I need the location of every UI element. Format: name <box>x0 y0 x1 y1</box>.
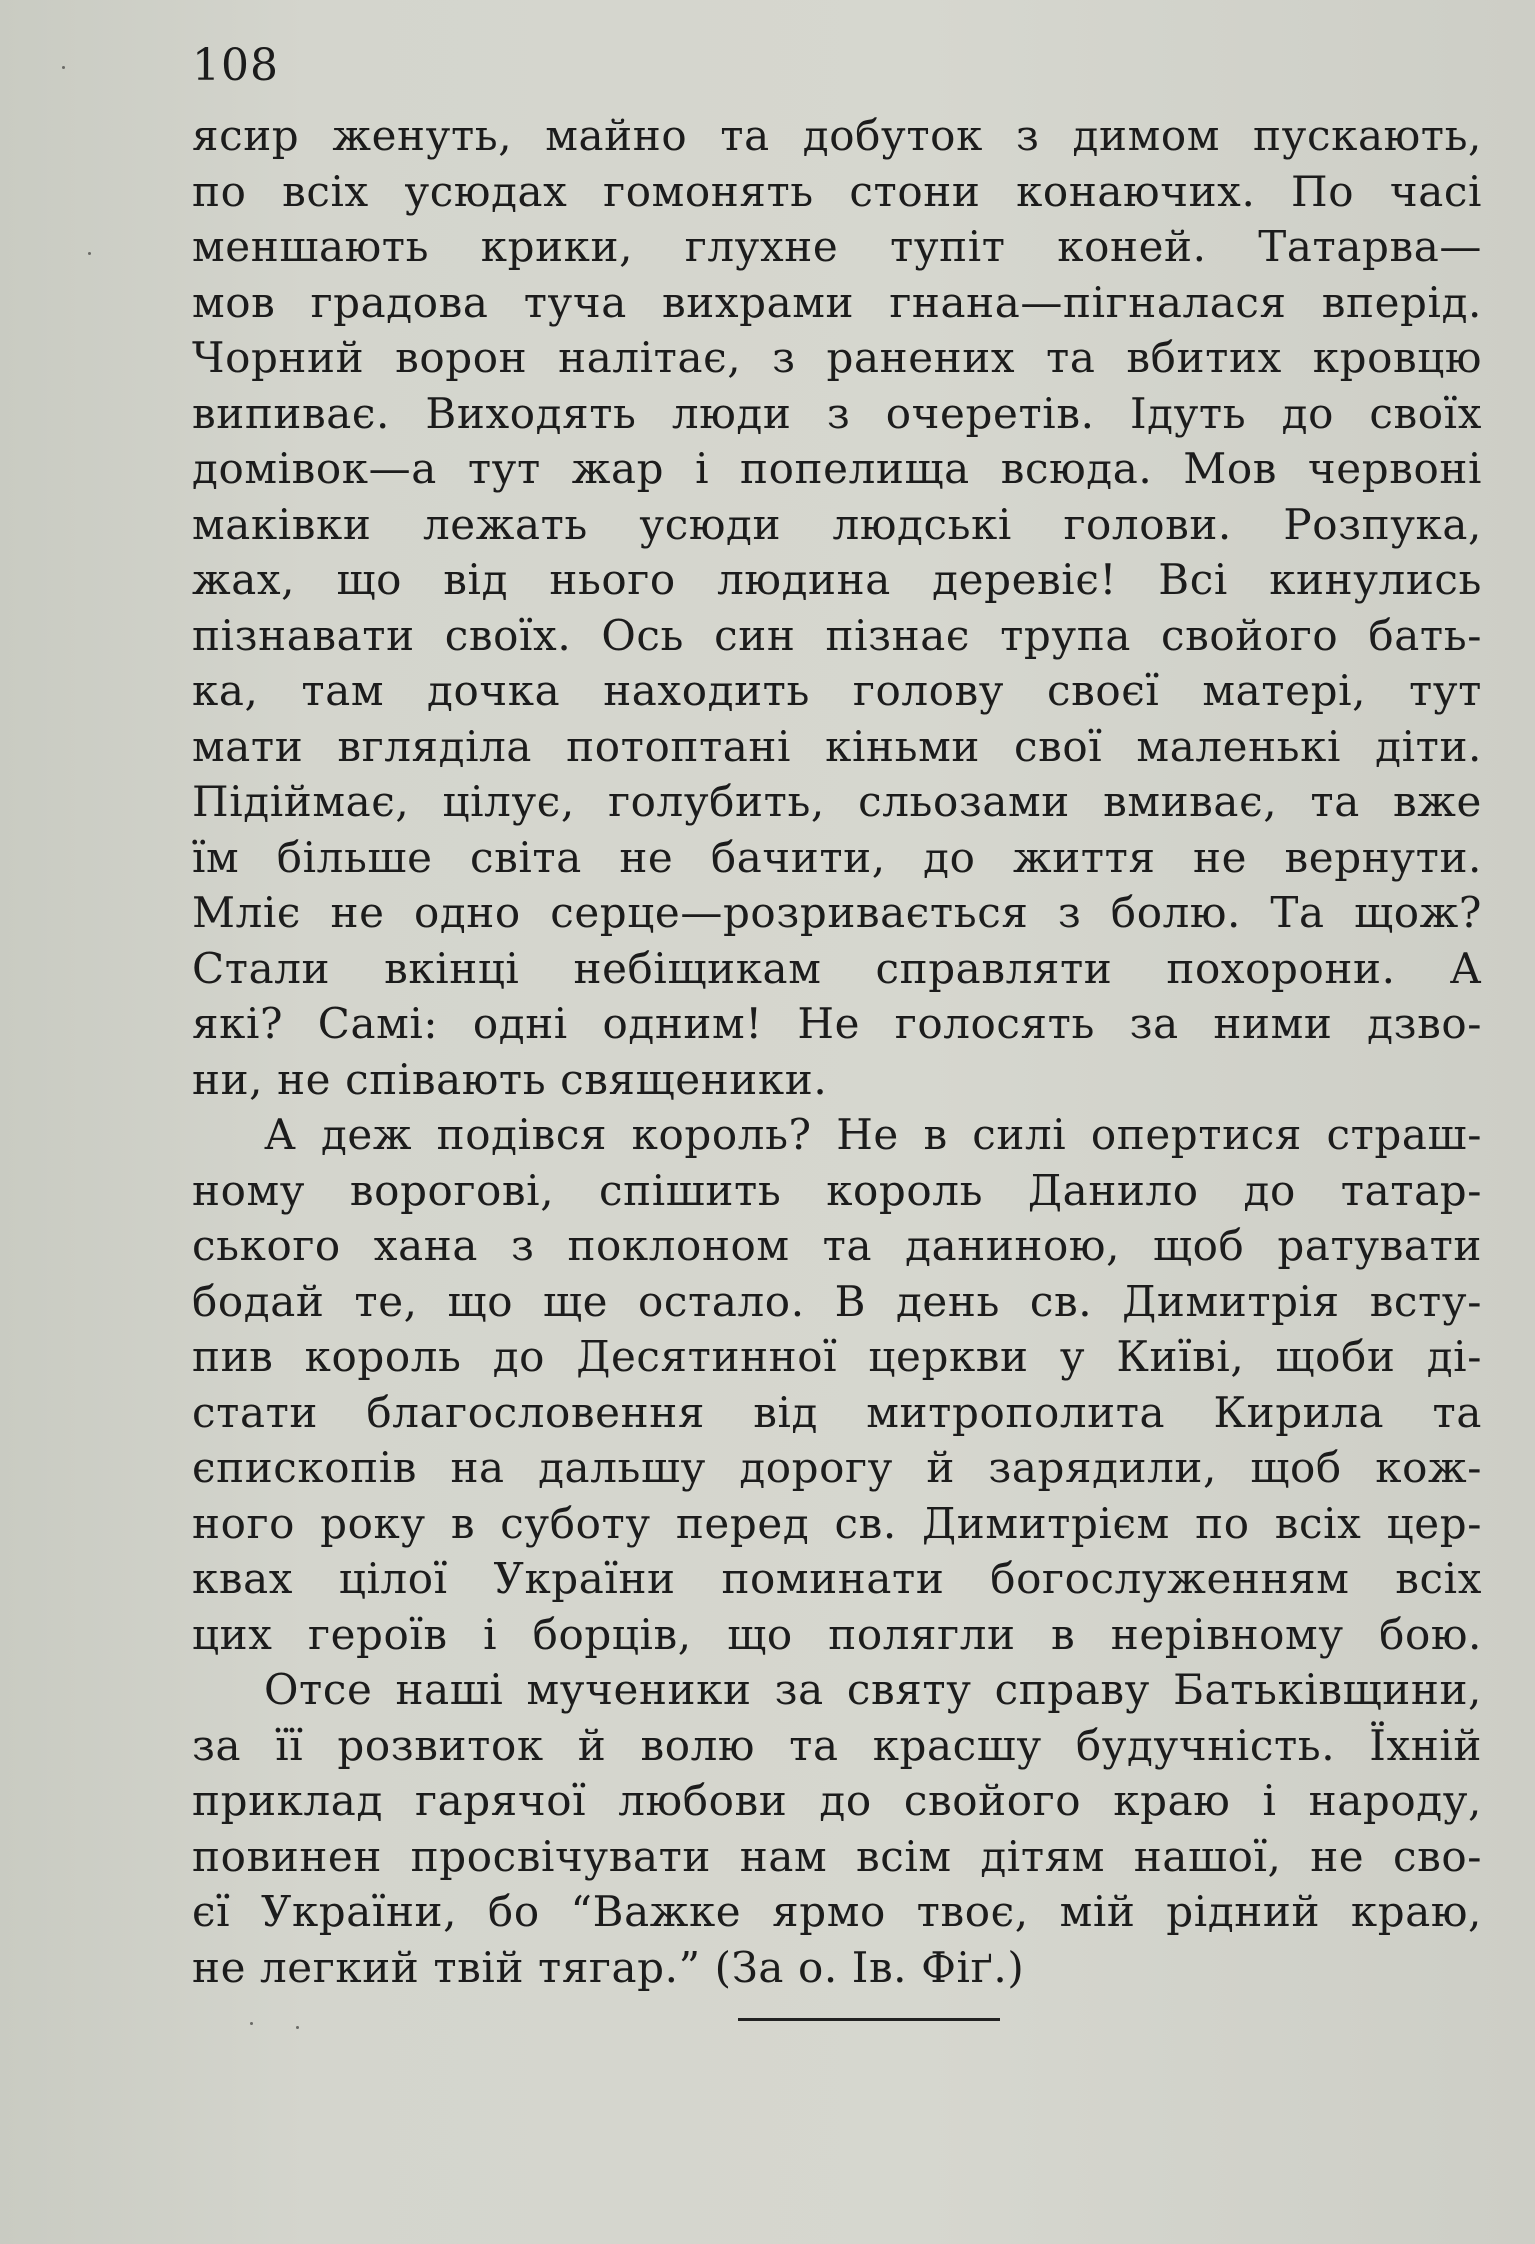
paper-speck <box>88 252 91 255</box>
body-text <box>192 108 1482 1995</box>
text-line: ного року в суботу перед св. Димитрієм по всіх цер- <box>192 1498 1482 1548</box>
text-line: мов градова туча вихрами гнана—пігналася вперід. <box>192 277 1482 327</box>
text-line: які? Самі: одні одним! Не голосять за ними дзво- <box>192 999 1482 1048</box>
text-line: бодай те, що ще остало. В день св. Димитрія всту- <box>192 1276 1482 1326</box>
text-line: ка, там дочка находить голову своєї матері, тут <box>192 666 1482 715</box>
text-line: квах цілої України поминати богослуженням всіх <box>192 1554 1482 1603</box>
text-line: меншають крики, глухне тупіт коней. Татарва— <box>192 222 1482 271</box>
text-line: по всіх усюдах гомонять стони конаючих. По часі <box>192 166 1482 216</box>
text-line: ського хана з поклоном та даниною, щоб ратувати <box>192 1221 1482 1270</box>
text-line: жах, що від нього людина деревіє! Всі кинулись <box>192 555 1482 604</box>
text-line: маківки лежать усюди людські голови. Розпука, <box>192 499 1482 549</box>
text-line: повинен просвічувати нам всім дітям нашої, не сво- <box>192 1831 1482 1881</box>
text-line: єпископів на дальшу дорогу й зарядили, щоб кож- <box>192 1443 1482 1492</box>
text-line: мати вгляділа потоптані кіньми свої маленькі діти. <box>192 721 1482 771</box>
text-line: їм більше світа не бачити, до життя не вернути. <box>192 832 1482 882</box>
text-line: Підіймає, цілує, голубить, сльозами вмиває, та вже <box>192 777 1482 826</box>
text-line: домівок—а тут жар і попелища всюда. Мов червоні <box>192 444 1482 493</box>
paragraph-start-line: А деж подівся король? Не в силі опертися страш- <box>264 1110 1482 1159</box>
paper-speck <box>62 66 65 69</box>
text-line: пив король до Десятинної церкви у Київі, щоби ді- <box>192 1332 1482 1381</box>
section-divider <box>738 2018 1000 2021</box>
text-line: Чорний ворон налітає, з ранених та вбитих кровцю <box>192 333 1482 382</box>
text-line: Стали вкінці небіщикам справляти похорони. А <box>192 943 1482 993</box>
paper-speck <box>296 2026 299 2029</box>
text-line: пізнавати своїх. Ось син пізнає трупа свойого бать- <box>192 610 1482 660</box>
text-line: ни, не співають священики. <box>192 1054 828 1104</box>
text-line: ясир женуть, майно та добуток з димом пускають, <box>192 111 1482 160</box>
text-line: ному ворогові, спішить король Данило до татар- <box>192 1165 1482 1215</box>
text-line: за її розвиток й волю та красшу будучність. Їхній <box>192 1720 1482 1770</box>
page-number: 108 <box>192 40 279 91</box>
text-line: приклад гарячої любови до свойого краю і народу, <box>192 1776 1482 1825</box>
text-line: цих героїв і борців, що полягли в нерівному бою. <box>192 1609 1482 1659</box>
paper-speck <box>250 2022 253 2025</box>
text-line: єї України, бо “Важке ярмо твоє, мій рідний краю, <box>192 1887 1482 1936</box>
text-line: Мліє не одно серце—розривається з болю. Та щож? <box>192 888 1482 937</box>
text-line: стати благословення від митрополита Кирила та <box>192 1387 1482 1437</box>
text-line: випиває. Виходять люди з очеретів. Ідуть до своїх <box>192 388 1482 438</box>
paragraph-start-line: Отсе наші мученики за святу справу Батьківщини, <box>264 1665 1482 1714</box>
text-line: не легкий твій тягар.” (За о. Ів. Фіґ.) <box>192 1942 1025 1992</box>
